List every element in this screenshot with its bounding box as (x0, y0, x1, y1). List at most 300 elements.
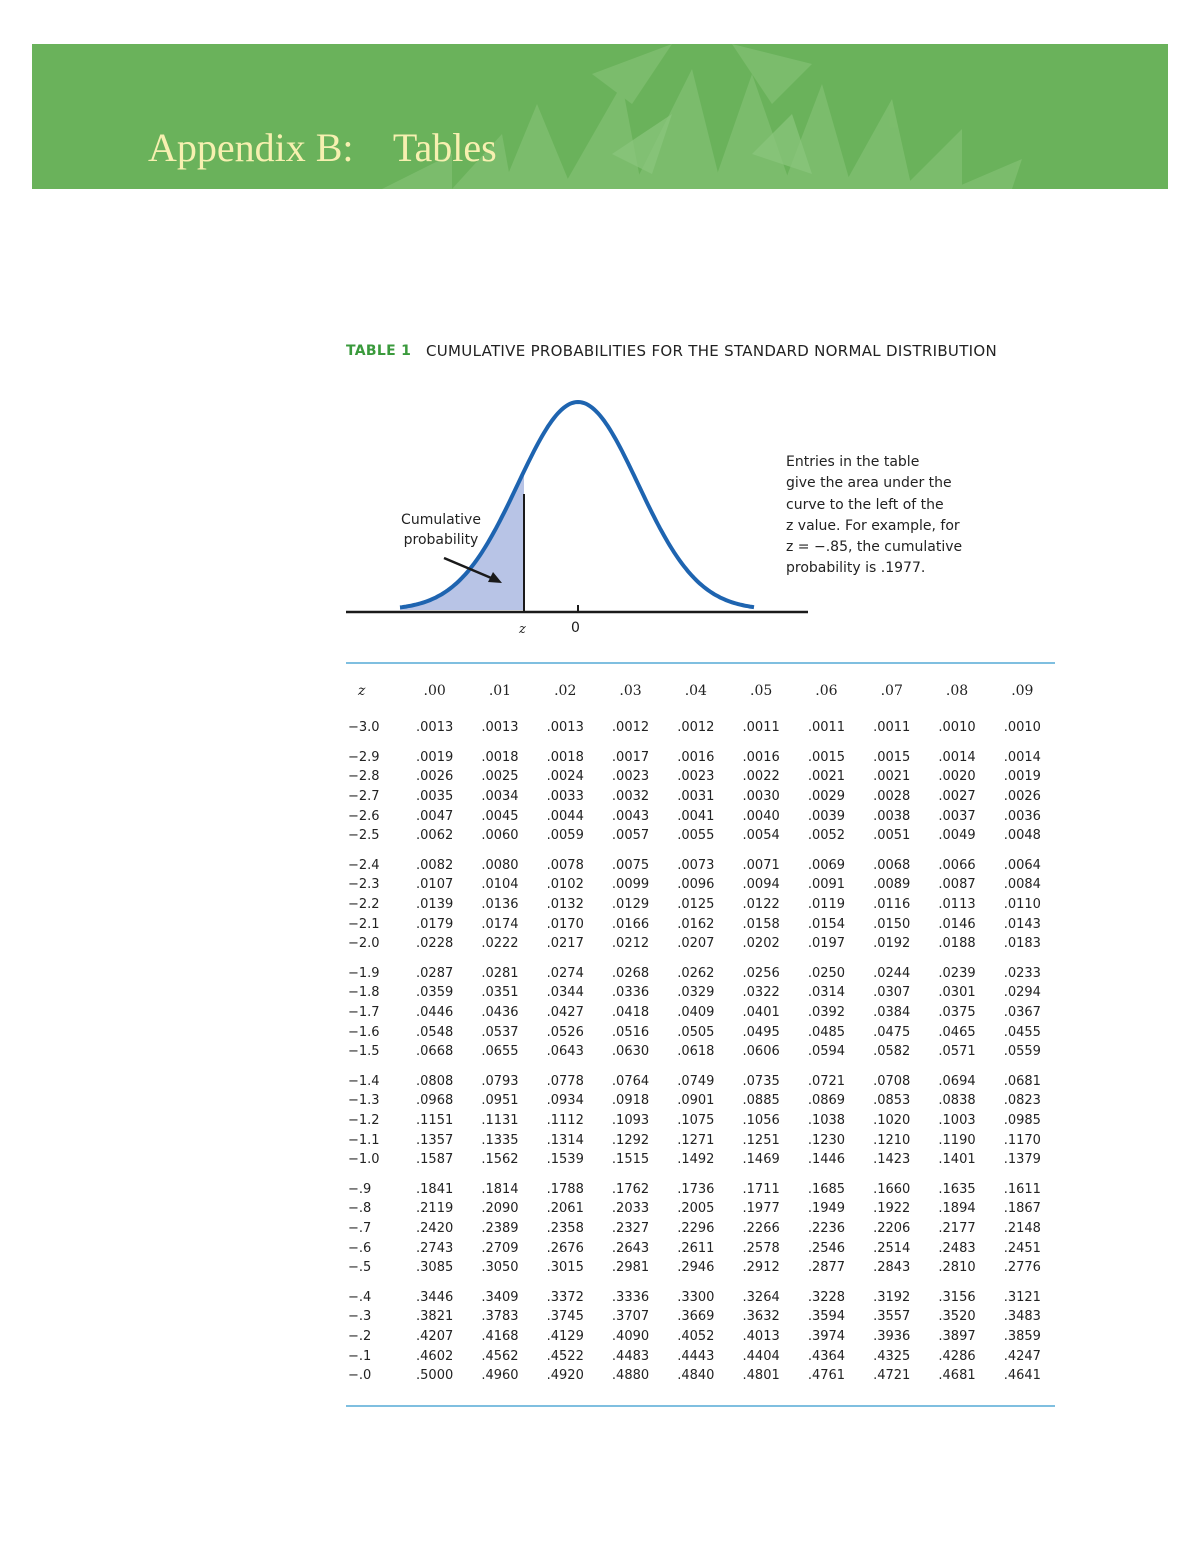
probability-cell: .0505 (677, 1024, 715, 1040)
column-header: .04 (684, 683, 707, 699)
probability-cell: .3669 (677, 1309, 715, 1325)
probability-cell: .0032 (611, 789, 650, 805)
probability-cell: .1038 (807, 1112, 846, 1128)
probability-cell: .3897 (938, 1328, 976, 1344)
probability-cell: .1056 (742, 1112, 780, 1128)
probability-cell: .0026 (416, 769, 454, 785)
probability-cell: .2546 (807, 1240, 846, 1256)
probability-cell: .2451 (1003, 1240, 1041, 1256)
z-value-cell: −2.0 (348, 936, 380, 952)
table-row (346, 1219, 1055, 1239)
column-header: .02 (554, 683, 577, 699)
probability-cell: .0013 (481, 720, 519, 736)
probability-cell: .1357 (416, 1132, 454, 1148)
probability-cell: .0015 (873, 749, 911, 765)
z-value-cell: −1.9 (348, 965, 380, 981)
probability-cell: .2877 (807, 1260, 846, 1276)
probability-cell: .2327 (611, 1220, 650, 1236)
probability-cell: .0183 (1003, 936, 1041, 952)
probability-cell: .0465 (938, 1024, 976, 1040)
table-top-rule (346, 662, 1055, 664)
probability-cell: .0793 (481, 1073, 519, 1089)
probability-cell: .0014 (1003, 749, 1041, 765)
z-value-cell: −2.4 (348, 857, 380, 873)
probability-cell: .0059 (546, 828, 584, 844)
probability-cell: .0066 (938, 857, 976, 873)
probability-cell: .1210 (873, 1132, 911, 1148)
table-row (346, 1366, 1055, 1386)
probability-cell: .1685 (807, 1181, 846, 1197)
probability-cell: .1151 (416, 1112, 454, 1128)
page-title: Appendix B: Tables (148, 125, 497, 170)
probability-cell: .0091 (807, 877, 846, 893)
probability-cell: .4247 (1003, 1348, 1041, 1364)
table-row (346, 1287, 1055, 1307)
probability-cell: .0170 (546, 916, 584, 932)
probability-cell: .0934 (546, 1093, 584, 1109)
probability-cell: .3228 (807, 1289, 846, 1305)
probability-cell: .3936 (873, 1328, 911, 1344)
probability-cell: .0495 (742, 1024, 780, 1040)
column-header: .07 (880, 683, 903, 699)
z-value-cell: −1.1 (348, 1132, 380, 1148)
column-header: .08 (945, 683, 969, 699)
group-spacer-cell (346, 954, 1055, 964)
table-bottom-rule (346, 1405, 1055, 1407)
group-spacer (346, 738, 1055, 748)
probability-cell: .4960 (481, 1368, 519, 1384)
z-value-cell: −.0 (348, 1368, 372, 1384)
probability-cell: .1539 (546, 1152, 584, 1168)
z-table-header-row (346, 678, 1055, 704)
probability-cell: .0212 (611, 936, 650, 952)
probability-cell: .0188 (938, 936, 976, 952)
z-value-cell: −.4 (348, 1289, 372, 1305)
probability-cell: .2912 (742, 1260, 780, 1276)
page-banner (32, 44, 1168, 189)
probability-cell: .4325 (873, 1348, 911, 1364)
probability-cell: .0054 (742, 828, 780, 844)
group-spacer-cell (346, 1169, 1055, 1179)
probability-cell: .0136 (481, 897, 519, 913)
probability-cell: .0119 (807, 897, 846, 913)
probability-cell: .1003 (938, 1112, 976, 1128)
probability-cell: .1093 (611, 1112, 650, 1128)
column-header: .03 (619, 683, 642, 699)
table-row (346, 826, 1055, 846)
probability-cell: .0268 (611, 965, 650, 981)
table-row (346, 895, 1055, 915)
probability-cell: .2578 (742, 1240, 780, 1256)
probability-cell: .2206 (873, 1220, 911, 1236)
z-value-cell: −3.0 (348, 720, 380, 736)
probability-cell: .0025 (481, 769, 519, 785)
column-header: .05 (750, 683, 773, 699)
table-row (346, 1042, 1055, 1062)
table-row (346, 1130, 1055, 1150)
probability-cell: .0222 (481, 936, 519, 952)
z-value-cell: −2.7 (348, 789, 380, 805)
z-table (346, 678, 1055, 1385)
probability-cell: .0559 (1003, 1044, 1041, 1060)
probability-cell: .0080 (481, 857, 519, 873)
probability-cell: .1314 (546, 1132, 584, 1148)
probability-cell: .2389 (481, 1220, 519, 1236)
probability-cell: .1611 (1003, 1181, 1041, 1197)
group-spacer (346, 1169, 1055, 1179)
probability-cell: .0096 (677, 877, 715, 893)
probability-cell: .1251 (742, 1132, 780, 1148)
table-row (346, 964, 1055, 984)
probability-cell: .0043 (611, 808, 650, 824)
probability-cell: .0094 (742, 877, 780, 893)
probability-cell: .0055 (677, 828, 715, 844)
probability-cell: .2177 (938, 1220, 976, 1236)
probability-cell: .0918 (611, 1093, 650, 1109)
probability-cell: .0838 (938, 1093, 976, 1109)
probability-cell: .2119 (416, 1201, 454, 1217)
probability-cell: .1660 (873, 1181, 911, 1197)
probability-cell: .1446 (807, 1152, 846, 1168)
probability-cell: .0951 (481, 1093, 519, 1109)
probability-cell: .0029 (807, 789, 846, 805)
probability-cell: .0013 (416, 720, 454, 736)
probability-cell: .1922 (873, 1201, 911, 1217)
table-row (346, 1150, 1055, 1170)
probability-cell: .0011 (873, 720, 911, 736)
probability-cell: .0516 (611, 1024, 650, 1040)
probability-cell: .0012 (677, 720, 715, 736)
probability-cell: .1112 (546, 1112, 584, 1128)
probability-cell: .0034 (481, 789, 519, 805)
probability-cell: .0022 (742, 769, 780, 785)
probability-cell: .0049 (938, 828, 976, 844)
probability-cell: .0071 (742, 857, 780, 873)
table-row (346, 934, 1055, 954)
probability-cell: .3483 (1003, 1309, 1041, 1325)
probability-cell: .0287 (416, 965, 454, 981)
probability-cell: .1711 (742, 1181, 780, 1197)
probability-cell: .0885 (742, 1093, 780, 1109)
z-value-cell: −.2 (348, 1328, 372, 1344)
probability-cell: .1841 (416, 1181, 454, 1197)
probability-cell: .4090 (611, 1328, 650, 1344)
probability-cell: .0011 (742, 720, 780, 736)
probability-cell: .1190 (938, 1132, 976, 1148)
column-header: .01 (488, 683, 512, 699)
probability-cell: .1788 (546, 1181, 584, 1197)
probability-cell: .0027 (938, 789, 976, 805)
probability-cell: .1587 (416, 1152, 454, 1168)
probability-cell: .0853 (873, 1093, 911, 1109)
probability-cell: .0162 (677, 916, 715, 932)
probability-cell: .0359 (416, 985, 454, 1001)
group-spacer-cell (346, 846, 1055, 856)
probability-cell: .0075 (611, 857, 650, 873)
probability-cell: .1867 (1003, 1201, 1041, 1217)
probability-cell: .2946 (677, 1260, 715, 1276)
probability-cell: .0668 (416, 1044, 454, 1060)
table-row (346, 748, 1055, 768)
probability-cell: .3783 (481, 1309, 519, 1325)
probability-cell: .3409 (481, 1289, 519, 1305)
probability-cell: .0122 (742, 897, 780, 913)
cumulative-label-line: Cumulative (401, 512, 481, 528)
probability-cell: .0436 (481, 1005, 519, 1021)
group-spacer (346, 954, 1055, 964)
probability-cell: .3156 (938, 1289, 976, 1305)
probability-cell: .0116 (873, 897, 911, 913)
table-title: CUMULATIVE PROBABILITIES FOR THE STANDARD NORMAL DISTRIBUTION (426, 342, 998, 360)
probability-cell: .1230 (807, 1132, 846, 1148)
probability-cell: .1814 (481, 1181, 519, 1197)
probability-cell: .4801 (742, 1368, 780, 1384)
probability-cell: .0778 (546, 1073, 584, 1089)
probability-cell: .0019 (1003, 769, 1041, 785)
probability-cell: .0166 (611, 916, 650, 932)
bell-curve (400, 402, 754, 607)
probability-cell: .1379 (1003, 1152, 1041, 1168)
probability-cell: .0681 (1003, 1073, 1041, 1089)
probability-cell: .0548 (416, 1024, 454, 1040)
table-row (346, 767, 1055, 787)
z-value-cell: −2.1 (348, 916, 380, 932)
group-spacer (346, 1277, 1055, 1287)
probability-cell: .0217 (546, 936, 584, 952)
probability-cell: .0028 (873, 789, 911, 805)
column-header: .06 (815, 683, 838, 699)
note-line: give the area under the (786, 475, 952, 492)
probability-cell: .0250 (807, 965, 846, 981)
z-value-cell: −.7 (348, 1220, 372, 1236)
probability-cell: .4207 (416, 1328, 454, 1344)
probability-cell: .4129 (546, 1328, 584, 1344)
probability-cell: .0192 (873, 936, 911, 952)
probability-cell: .0314 (807, 985, 846, 1001)
probability-cell: .0582 (873, 1044, 911, 1060)
probability-cell: .1292 (611, 1132, 650, 1148)
probability-cell: .2090 (481, 1201, 519, 1217)
table-label: TABLE 1 (346, 343, 412, 359)
probability-cell: .0197 (807, 936, 846, 952)
probability-cell: .0764 (611, 1073, 650, 1089)
probability-cell: .0329 (677, 985, 715, 1001)
probability-cell: .3050 (481, 1260, 519, 1276)
probability-cell: .1949 (807, 1201, 846, 1217)
probability-cell: .3121 (1003, 1289, 1041, 1305)
probability-cell: .0062 (416, 828, 454, 844)
table-row (346, 1346, 1055, 1366)
probability-cell: .4681 (938, 1368, 976, 1384)
probability-cell: .0823 (1003, 1093, 1041, 1109)
probability-cell: .0307 (873, 985, 911, 1001)
table-row (346, 875, 1055, 895)
probability-cell: .0154 (807, 916, 846, 932)
probability-cell: .2611 (677, 1240, 715, 1256)
probability-cell: .4602 (416, 1348, 454, 1364)
probability-cell: .0078 (546, 857, 584, 873)
probability-cell: .0735 (742, 1073, 780, 1089)
probability-cell: .4483 (611, 1348, 650, 1364)
probability-cell: .1020 (873, 1112, 911, 1128)
table-row (346, 856, 1055, 876)
probability-cell: .1271 (677, 1132, 715, 1148)
probability-cell: .2776 (1003, 1260, 1041, 1276)
probability-cell: .0113 (938, 897, 976, 913)
probability-cell: .0606 (742, 1044, 780, 1060)
probability-cell: .4641 (1003, 1368, 1041, 1384)
probability-cell: .1075 (677, 1112, 715, 1128)
probability-cell: .2843 (873, 1260, 911, 1276)
axis-z-label: z (519, 622, 526, 637)
table-explanation-note (786, 452, 986, 580)
probability-cell: .0019 (416, 749, 454, 765)
probability-cell: .4443 (677, 1348, 715, 1364)
z-value-cell: −2.5 (348, 828, 380, 844)
z-value-cell: −1.7 (348, 1005, 380, 1021)
column-header: .09 (1011, 683, 1034, 699)
probability-cell: .0968 (416, 1093, 454, 1109)
probability-cell: .0040 (742, 808, 780, 824)
z-value-cell: −1.4 (348, 1073, 380, 1089)
z-value-cell: −2.6 (348, 808, 380, 824)
probability-cell: .0322 (742, 985, 780, 1001)
probability-cell: .3821 (416, 1309, 454, 1325)
probability-cell: .2709 (481, 1240, 519, 1256)
probability-cell: .0011 (807, 720, 846, 736)
table-row (346, 1072, 1055, 1092)
probability-cell: .4522 (546, 1348, 584, 1364)
probability-cell: .0901 (677, 1093, 715, 1109)
probability-cell: .1736 (677, 1181, 715, 1197)
z-value-cell: −1.3 (348, 1093, 380, 1109)
probability-cell: .0125 (677, 897, 715, 913)
probability-cell: .0052 (807, 828, 846, 844)
cumulative-probability-label (396, 510, 486, 550)
probability-cell: .4721 (873, 1368, 911, 1384)
probability-cell: .0033 (546, 789, 584, 805)
probability-cell: .0084 (1003, 877, 1041, 893)
probability-cell: .0146 (938, 916, 976, 932)
table-row (346, 1111, 1055, 1131)
probability-cell: .3557 (873, 1309, 911, 1325)
z-value-cell: −.3 (348, 1309, 372, 1325)
probability-cell: .0202 (742, 936, 780, 952)
probability-cell: .0018 (546, 749, 584, 765)
probability-cell: .2981 (611, 1260, 650, 1276)
probability-cell: .0594 (807, 1044, 846, 1060)
probability-cell: .0082 (416, 857, 454, 873)
z-value-cell: −1.0 (348, 1152, 380, 1168)
probability-cell: .0526 (546, 1024, 584, 1040)
group-spacer-cell (346, 738, 1055, 748)
probability-cell: .0064 (1003, 857, 1041, 873)
table-row (346, 983, 1055, 1003)
table-row (346, 914, 1055, 934)
probability-cell: .3594 (807, 1309, 846, 1325)
probability-cell: .0485 (807, 1024, 846, 1040)
probability-cell: .2358 (546, 1220, 584, 1236)
table-row (346, 718, 1055, 738)
probability-cell: .4761 (807, 1368, 846, 1384)
probability-cell: .0031 (677, 789, 715, 805)
table-row (346, 1258, 1055, 1278)
probability-cell: .0010 (1003, 720, 1041, 736)
z-value-cell: −.8 (348, 1201, 372, 1217)
probability-cell: .0150 (873, 916, 911, 932)
probability-cell: .0262 (677, 965, 715, 981)
z-value-cell: −2.2 (348, 897, 380, 913)
probability-cell: .0749 (677, 1073, 715, 1089)
probability-cell: .0041 (677, 808, 715, 824)
probability-cell: .0089 (873, 877, 911, 893)
note-line: z = −.85, the cumulative (786, 539, 963, 556)
probability-cell: .0446 (416, 1005, 454, 1021)
table-row (346, 1238, 1055, 1258)
probability-cell: .0020 (938, 769, 976, 785)
probability-cell: .0016 (742, 749, 780, 765)
probability-cell: .0281 (481, 965, 519, 981)
probability-cell: .0409 (677, 1005, 715, 1021)
probability-cell: .0044 (546, 808, 584, 824)
probability-cell: .0294 (1003, 985, 1041, 1001)
probability-cell: .1515 (611, 1152, 650, 1168)
group-spacer (346, 846, 1055, 856)
probability-cell: .0104 (481, 877, 519, 893)
probability-cell: .4840 (677, 1368, 715, 1384)
probability-cell: .4562 (481, 1348, 519, 1364)
probability-cell: .0047 (416, 808, 454, 824)
probability-cell: .0618 (677, 1044, 715, 1060)
probability-cell: .0655 (481, 1044, 519, 1060)
table-row (346, 1022, 1055, 1042)
z-value-cell: −2.8 (348, 769, 380, 785)
table-row (346, 806, 1055, 826)
probability-cell: .0537 (481, 1024, 519, 1040)
probability-cell: .0030 (742, 789, 780, 805)
probability-cell: .2005 (677, 1201, 715, 1217)
probability-cell: .0256 (742, 965, 780, 981)
probability-cell: .0367 (1003, 1005, 1041, 1021)
probability-cell: .0057 (611, 828, 650, 844)
probability-cell: .3632 (742, 1309, 780, 1325)
probability-cell: .0455 (1003, 1024, 1041, 1040)
probability-cell: .3859 (1003, 1328, 1041, 1344)
probability-cell: .3372 (546, 1289, 584, 1305)
probability-cell: .2033 (611, 1201, 650, 1217)
z-value-cell: −1.8 (348, 985, 380, 1001)
group-spacer-cell (346, 1062, 1055, 1072)
group-spacer (346, 704, 1055, 718)
probability-cell: .2483 (938, 1240, 976, 1256)
probability-cell: .2810 (938, 1260, 976, 1276)
probability-cell: .5000 (416, 1368, 454, 1384)
probability-cell: .0024 (546, 769, 584, 785)
probability-cell: .0129 (611, 897, 650, 913)
probability-cell: .0012 (611, 720, 650, 736)
column-header: z (358, 683, 366, 699)
probability-cell: .3520 (938, 1309, 976, 1325)
probability-cell: .0051 (873, 828, 911, 844)
probability-cell: .1401 (938, 1152, 976, 1168)
table-row (346, 1179, 1055, 1199)
probability-cell: .0158 (742, 916, 780, 932)
probability-cell: .0139 (416, 897, 454, 913)
group-spacer-cell (346, 1277, 1055, 1287)
z-value-cell: −1.2 (348, 1112, 380, 1128)
probability-cell: .0207 (677, 936, 715, 952)
probability-cell: .0344 (546, 985, 584, 1001)
